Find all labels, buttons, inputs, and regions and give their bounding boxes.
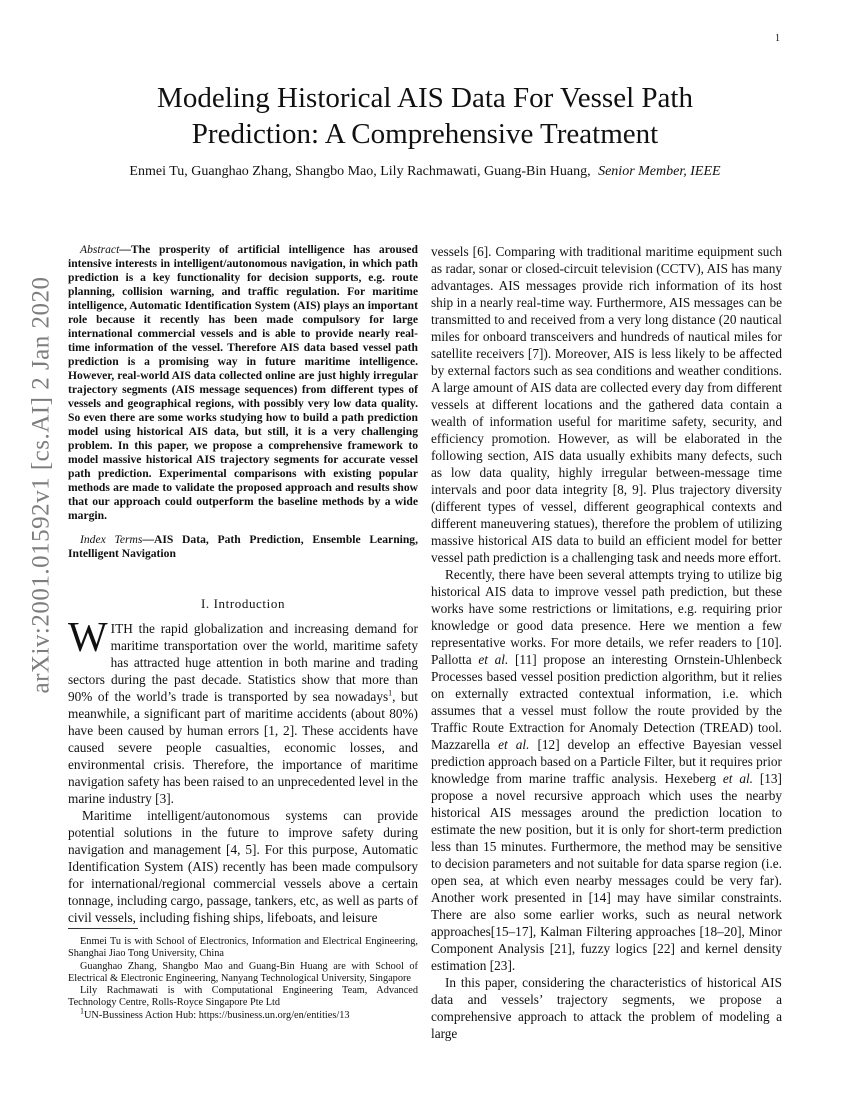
title-line-1: Modeling Historical AIS Data For Vessel Path — [157, 82, 693, 114]
footnote-1 — [68, 1006, 418, 1022]
right-paragraph-3: In this paper, considering the characteristics of historical AIS data and vessels’ trajectory segments, we propose a comprehensive approach to attack the problem of modeling a large — [431, 975, 782, 1041]
intro-paragraph-1 — [68, 615, 418, 807]
author-list — [70, 164, 780, 180]
author-membership: Senior Member, IEEE — [598, 164, 721, 179]
abstract-text: —The prosperity of artificial intelligence has aroused intensive interests in intelligent/autonomous navigation, in which path prediction is a key functionality for decision supports, e.g. route planning, collision warning, and traffic regulation. For maritime intelligence, Automatic Identification System (AIS) plays an important role because it recently has been made compulsory for large international commercial vessels and is able to provide nearly real-time information of the vessel. Therefore AIS data based vessel path prediction is a promising way in future maritime intelligence. However, real-world AIS data collected online are just highly irregular trajectory segments (AIS message sequences) from different types of vessels and geographical regions, with possibly very low data quality. So even there are some works studying how to build a path prediction model using historical AIS data, but still, it is a very challenging problem. In this paper, we propose a comprehensive framework to model massive historical AIS trajectory segments for accurate vessel path prediction. Experimental comparisons with existing popular methods are made to validate the proposed approach and results show that our approach could outperform the baseline methods by a wide margin. — [68, 243, 418, 522]
right-paragraph-2-d: [13] propose a novel recursive approach which uses the nearby historical AIS messages around the prediction location to estimate the new position, but it is only for short-term prediction less than 15 minutes. Furthermore, the method may be sensitive to decision parameters and not suitable for data sparse region (i.e. open sea, at which even nearby messages could be very far). Another work presented in [14] may have similar constraints. There are also some earlier works, such as neural network approaches[15–17], Kalman Filtering approaches [18–20], Minor Component Analysis [21], fuzzy logics [22] and kernel density estimation [23]. — [431, 771, 782, 973]
intro-paragraph-2: Maritime intelligent/autonomous systems can provide potential solutions in the future to improve safety during navigation and management [4, 5]. For this purpose, Automatic Identification System (AIS) recently has been made compulsory for international/regional commercial vessels above a certain tonnage, including cargo, passage, tankers, etc, as well as parts of civil vessels, including fishing ships, lifeboats, and leisure — [68, 808, 418, 925]
footnote-affiliation-2: Guanghao Zhang, Shangbo Mao and Guang-Bin Huang are with School of Electrical & Electronic Engineering, Nanyang Technological University, Singapore — [68, 960, 418, 984]
et-al-2: et al. — [498, 737, 530, 752]
first-word-rest: ITH — [110, 621, 133, 636]
left-column — [68, 243, 418, 926]
author-names: Enmei Tu, Guanghao Zhang, Shangbo Mao, Lily Rachmawati, Guang-Bin Huang, — [129, 164, 591, 179]
footnote-1-text: UN-Bussiness Action Hub: https://business.un.org/en/entities/13 — [84, 1009, 350, 1021]
right-paragraph-2-a: Recently, there have been several attempts trying to utilize big historical AIS data to improve vessel path prediction, but these works have some restrictions or limitations, e.g. requiring prior knowledge or good data presence. Here we mention a few representative works. For more details, we refer readers to [10]. Pallotta — [431, 567, 782, 667]
intro-paragraph-1-tail: , but meanwhile, a significant part of maritime accidents (about 80%) have been caused by human errors [1, 2]. These accidents have caused severe people casualties, economic losses, and environmental crisis. Therefore, the importance of maritime navigation safety has been raised to an unprecedented level in the marine industry [3]. — [68, 689, 418, 806]
drop-cap: W — [68, 615, 108, 661]
footnote-marker: 1 — [388, 688, 393, 698]
footnote-affiliation-3: Lily Rachmawati is with Computational Engineering Team, Advanced Technology Centre, Rolls-Royce Singapore Pte Ltd — [68, 985, 418, 1009]
footnote-1-marker: 1 — [80, 1006, 84, 1016]
abstract-label: Abstract — [80, 243, 120, 256]
et-al-3: et al. — [722, 771, 753, 786]
page-number: 1 — [775, 33, 780, 44]
right-paragraph-2 — [431, 566, 782, 974]
right-paragraph-2-b: [11] propose an interesting Ornstein-Uhlenbeck Processes based vessel position prediction algorithm, but it relies on externally extracted contextual information, i.e. which assumes that a vessel must follow the route provided by the Traffic Route Extraction for Anomaly Detection (TREAD) tool. Mazzarella — [431, 652, 783, 752]
index-terms — [68, 533, 418, 561]
right-paragraph-2-c: [12] develop an effective Bayesian vessel prediction approach based on a Particle Filter, but it requires prior knowledge from marine traffic analysis. Hexeberg — [431, 737, 782, 786]
arxiv-id: arXiv:2001.01592v1 [cs.AI] 2 Jan 2020 — [28, 276, 55, 694]
title-line-2: Prediction: A Comprehensive Treatment — [191, 118, 659, 150]
footnote-rule — [68, 928, 138, 929]
right-paragraph-1: vessels [6]. Comparing with traditional maritime equipment such as radar, sonar or closed-circuit television (CCTV), AIS has many advantages. AIS messages provide rich information of its host ship in a nearly real-time way. Furthermore, AIS messages can be transmitted to and received from a very long distance (20 nautical miles for onboard transceivers and hundreds of nautical miles for satellite receivers [7]). Moreover, AIS is less likely to be affected by external factors such as sea conditions and weather conditions. A large amount of AIS data are collected every day from different vessels at different locations and the gathered data contain a wealth of information useful for maritime safety, security, and efficiency promotion. However, as will be elaborated in the following section, AIS data usually exhibits many defects, such as low data quality, highly irregular between-message time intervals and poor data integrity [8, 9]. Plus trajectory diversity (different types of vessel, different geographical contexts and different maneuvering statues), therefore the problem of utilizing massive historical AIS data to build an efficient model for better vessel path prediction is a challenging task and needs more effort. — [431, 244, 782, 565]
abstract — [68, 243, 418, 523]
arxiv-watermark — [18, 276, 66, 694]
intro-paragraph-1-text: the rapid globalization and increasing demand for maritime transportation over the world, maritime safety has attracted huge attention in both marine and trading sectors during the past decade. Statistics show that more than 90% of the world’s trade is transported by sea nowadays — [68, 621, 418, 704]
paper-title — [70, 80, 780, 152]
et-al-1: et al. — [478, 652, 509, 667]
section-heading-introduction: I. Introduction — [200, 596, 286, 611]
index-terms-text: —AIS Data, Path Prediction, Ensemble Learning, Intelligent Navigation — [68, 533, 419, 560]
index-terms-label: Index Terms — [80, 533, 143, 546]
right-column — [431, 243, 782, 1042]
footnote-affiliation-1: Enmei Tu is with School of Electronics, Information and Electrical Engineering, Shanghai Jiao Tong University, China — [68, 936, 418, 960]
footnotes — [68, 936, 418, 1022]
